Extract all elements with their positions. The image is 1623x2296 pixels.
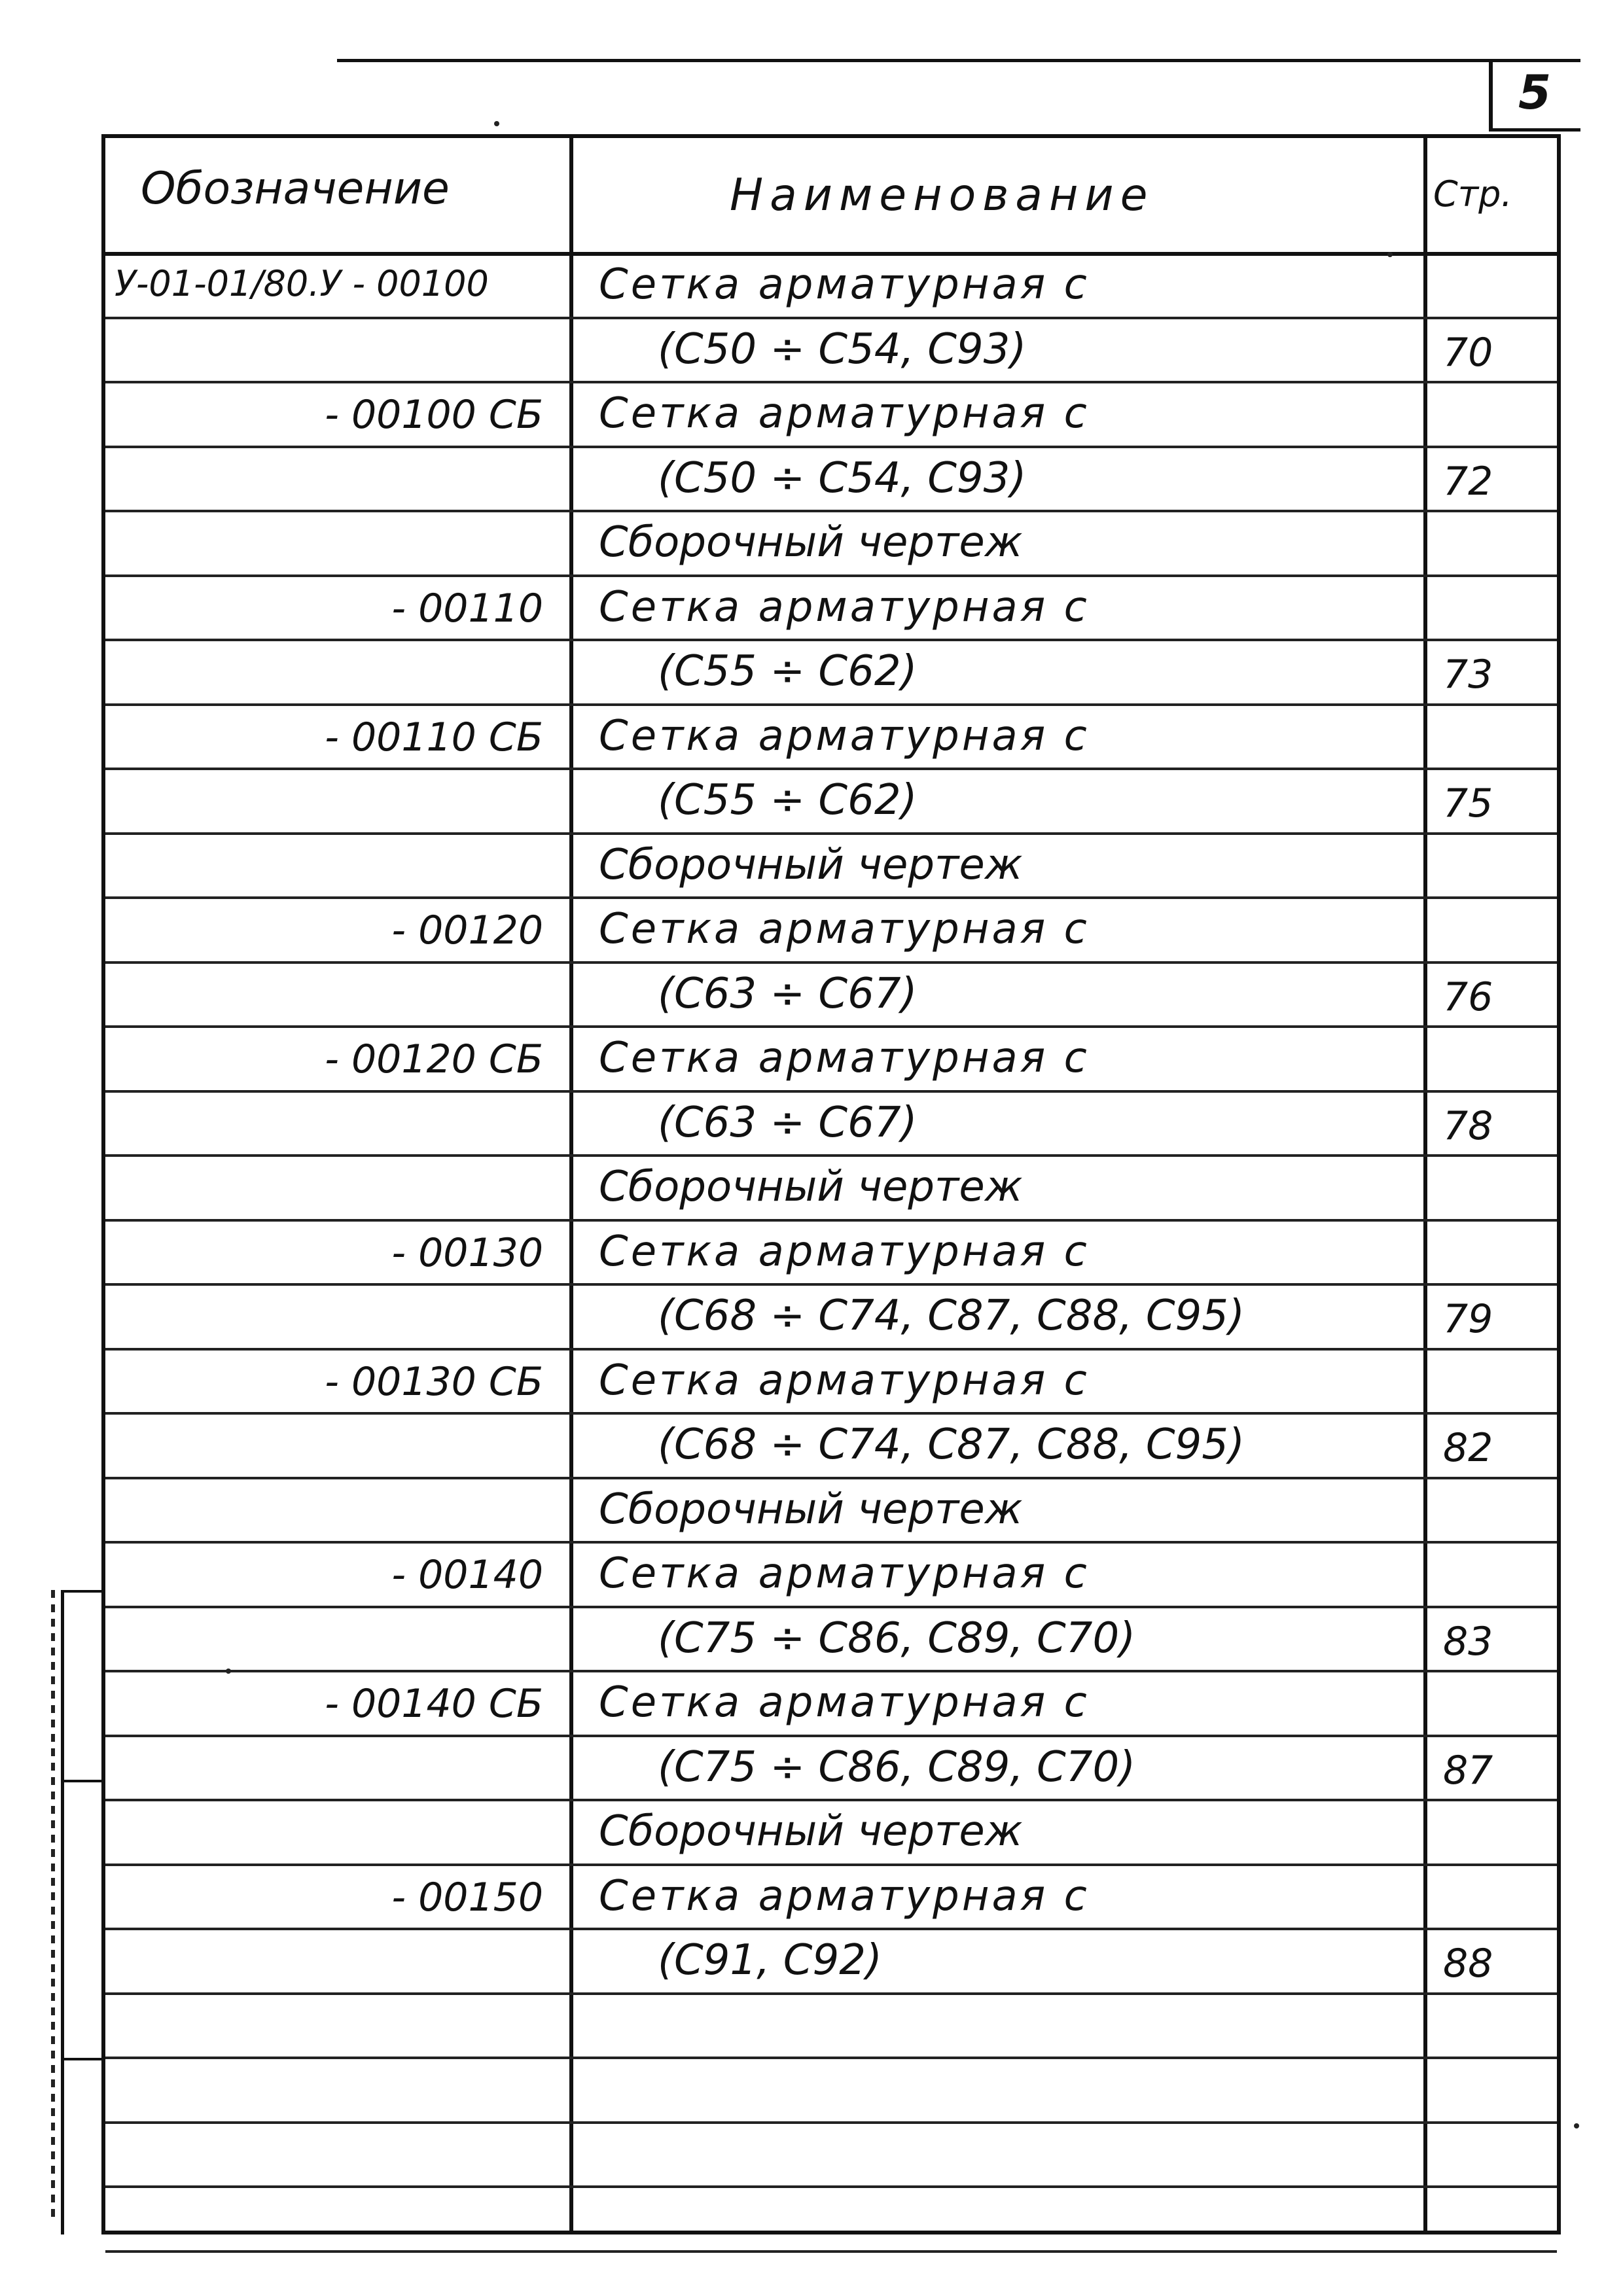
row-designation: - 00140 (391, 1552, 543, 1598)
row-name: Сетка арматурная с (599, 1227, 1090, 1276)
row-divider (105, 1412, 1557, 1415)
margin-mark (61, 1780, 105, 1782)
row-page: 87 (1443, 1747, 1493, 1793)
row-name: (С55 ÷ С62) (658, 647, 918, 696)
row-divider (105, 1154, 1557, 1157)
row-name: (С68 ÷ С74, С87, С88, С95) (658, 1421, 1245, 1469)
speck (226, 1669, 231, 1674)
row-designation: - 00110 СБ (325, 714, 543, 760)
row-name: (С91, С92) (658, 1936, 882, 1985)
row-divider (105, 961, 1557, 964)
row-name: Сборочный чертеж (599, 1807, 1023, 1856)
row-divider (105, 639, 1557, 641)
row-page: 88 (1443, 1941, 1493, 1987)
row-designation: - 00130 (391, 1229, 543, 1276)
row-page: 82 (1443, 1425, 1493, 1471)
row-name: (С63 ÷ С67) (658, 1098, 918, 1147)
row-name: (С55 ÷ С62) (658, 776, 918, 824)
margin-mark (61, 2058, 105, 2060)
row-page: 70 (1443, 329, 1493, 376)
row-divider (105, 768, 1557, 770)
row-page: 78 (1443, 1103, 1493, 1149)
row-designation: - 00120 СБ (325, 1036, 543, 1082)
row-divider (105, 317, 1557, 319)
row-divider (105, 1670, 1557, 1672)
row-name: Сетка арматурная с (599, 1034, 1090, 1082)
margin-stitching (51, 1590, 55, 2218)
row-name: Сетка арматурная с (599, 905, 1090, 953)
row-designation: - 00150 (391, 1874, 543, 1920)
row-name: Сетка арматурная с (599, 1678, 1090, 1727)
speck (1574, 2123, 1579, 2128)
row-name: Сборочный чертеж (599, 1163, 1023, 1211)
row-designation: - 00130 СБ (325, 1358, 543, 1405)
row-name: Сетка арматурная с (599, 1871, 1090, 1920)
row-name: Сборочный чертеж (599, 518, 1023, 567)
row-name: Сетка арматурная с (599, 1549, 1090, 1598)
margin-line (61, 1590, 64, 2234)
row-divider (105, 574, 1557, 577)
row-name: Сетка арматурная с (599, 711, 1090, 760)
row-designation: - 00110 (391, 585, 543, 631)
row-name: Сборочный чертеж (599, 1485, 1023, 1534)
row-name: (С75 ÷ С86, С89, С70) (658, 1614, 1136, 1663)
row-name: Сетка арматурная с (599, 389, 1090, 438)
speck (494, 121, 499, 126)
speck (1387, 252, 1393, 257)
row-page: 79 (1443, 1296, 1493, 1342)
row-name: Сетка арматурная с (599, 260, 1090, 309)
header-divider (105, 252, 1557, 256)
row-name: Сетка арматурная с (599, 1356, 1090, 1405)
row-designation: - 00100 СБ (325, 392, 543, 438)
page-number: 5 (1518, 65, 1552, 120)
row-divider (105, 1541, 1557, 1544)
header-designation: Обозначение (141, 163, 450, 215)
row-divider (105, 2121, 1557, 2124)
row-divider (105, 832, 1557, 835)
row-divider (105, 1863, 1557, 1866)
row-divider (105, 1283, 1557, 1286)
row-name: (С50 ÷ С54, С93) (658, 453, 1027, 503)
column-divider (1423, 134, 1427, 2234)
row-divider (105, 1090, 1557, 1093)
row-divider (105, 1606, 1557, 1608)
row-page: 72 (1443, 458, 1493, 504)
row-page: 73 (1443, 652, 1493, 698)
row-name: (С75 ÷ С86, С89, С70) (658, 1742, 1136, 1792)
margin-mark (61, 1590, 105, 1593)
row-name: Сетка арматурная с (599, 582, 1090, 631)
top-rule (337, 59, 1580, 62)
row-divider (105, 2185, 1557, 2188)
row-divider (105, 1735, 1557, 1737)
row-divider (105, 1928, 1557, 1930)
row-divider (105, 2057, 1557, 2059)
row-divider (105, 1799, 1557, 1801)
header-name: Наименование (730, 169, 1154, 221)
row-divider (105, 2250, 1557, 2253)
row-page: 76 (1443, 974, 1493, 1020)
row-divider (105, 510, 1557, 512)
row-name: (С50 ÷ С54, С93) (658, 325, 1027, 374)
row-divider (105, 1219, 1557, 1222)
row-divider (105, 446, 1557, 448)
row-divider (105, 1025, 1557, 1028)
row-divider (105, 381, 1557, 383)
page-number-box-border (1489, 59, 1493, 131)
row-page: 75 (1443, 781, 1493, 826)
row-name: (С63 ÷ С67) (658, 969, 918, 1018)
header-page: Стр. (1433, 173, 1512, 215)
row-divider (105, 1348, 1557, 1351)
row-divider (105, 1477, 1557, 1479)
column-divider (569, 134, 573, 2234)
row-designation: У-01-01/80.У - 00100 (115, 263, 489, 304)
page-number-box-border (1489, 128, 1580, 132)
row-designation: - 00140 СБ (325, 1681, 543, 1727)
row-divider (105, 703, 1557, 706)
row-name: (С68 ÷ С74, С87, С88, С95) (658, 1292, 1245, 1340)
row-page: 83 (1443, 1618, 1493, 1665)
row-designation: - 00120 (391, 908, 543, 953)
row-name: Сборочный чертеж (599, 840, 1023, 889)
row-divider (105, 896, 1557, 899)
row-divider (105, 1992, 1557, 1995)
